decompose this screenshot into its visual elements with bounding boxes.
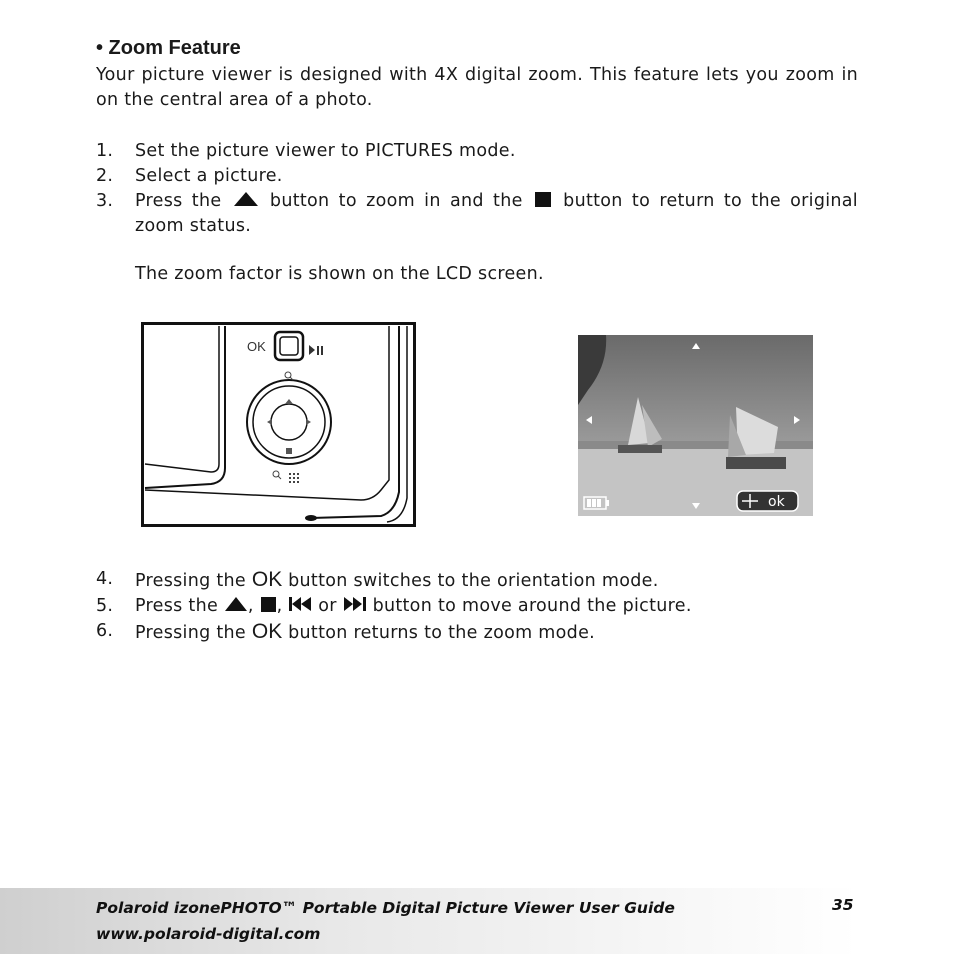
up-triangle-icon: [224, 596, 248, 612]
steps-list-a: [96, 139, 858, 239]
page-number: 35: [832, 896, 854, 914]
section-heading: • Zoom Feature: [96, 37, 241, 59]
step-text: button to return to the original zoom status.: [135, 191, 858, 236]
list-item: [96, 139, 858, 164]
step-text: button to move around the picture.: [372, 596, 692, 616]
list-item: [96, 594, 858, 619]
step-text: button to zoom in and the: [269, 191, 523, 211]
skip-forward-icon: [343, 596, 367, 612]
ok-button-glyph: OK: [251, 568, 283, 591]
step-text: Press the: [135, 596, 219, 616]
step-number: 2.: [96, 166, 114, 186]
step-number: 1.: [96, 141, 114, 161]
footer-title: Polaroid izonePHOTO™ Portable Digital Picture Viewer User Guide: [96, 899, 675, 917]
intro-paragraph: Your picture viewer is designed with 4X digital zoom. This feature lets you zoom in on the central area of a photo.: [96, 65, 858, 110]
list-item: [96, 619, 858, 646]
lcd-zoom-screenshot: [578, 335, 813, 516]
step-number: 5.: [96, 596, 114, 616]
list-item: [96, 164, 858, 189]
up-triangle-icon: [233, 191, 259, 207]
footer-url: www.polaroid-digital.com: [96, 925, 321, 943]
step-text: Pressing the: [135, 623, 247, 643]
ok-key-label: OK: [247, 339, 266, 354]
step-text: button switches to the orientation mode.: [288, 571, 659, 591]
stop-square-icon: [260, 596, 277, 612]
step-text: Set the picture viewer to PICTURES mode.: [135, 141, 516, 161]
skip-back-icon: [288, 596, 312, 612]
step-number: 4.: [96, 569, 114, 589]
separator: ,: [247, 596, 254, 616]
step-text: Pressing the: [135, 571, 247, 591]
step-number: 3.: [96, 191, 114, 211]
step-text: Press the: [135, 191, 222, 211]
list-item: [96, 189, 858, 239]
lcd-ok-label: ok: [768, 494, 785, 510]
step-text: or: [318, 596, 337, 616]
zoom-note: The zoom factor is shown on the LCD screen.: [135, 264, 544, 284]
ok-button-glyph: OK: [251, 620, 283, 643]
step-text: button returns to the zoom mode.: [288, 623, 595, 643]
steps-list-b: [96, 567, 858, 646]
step-text: Select a picture.: [135, 166, 283, 186]
separator: ,: [276, 596, 283, 616]
device-illustration: [141, 322, 417, 528]
step-number: 6.: [96, 621, 114, 641]
list-item: [96, 567, 858, 594]
footer-bar: [0, 888, 954, 954]
stop-square-icon: [534, 191, 552, 207]
